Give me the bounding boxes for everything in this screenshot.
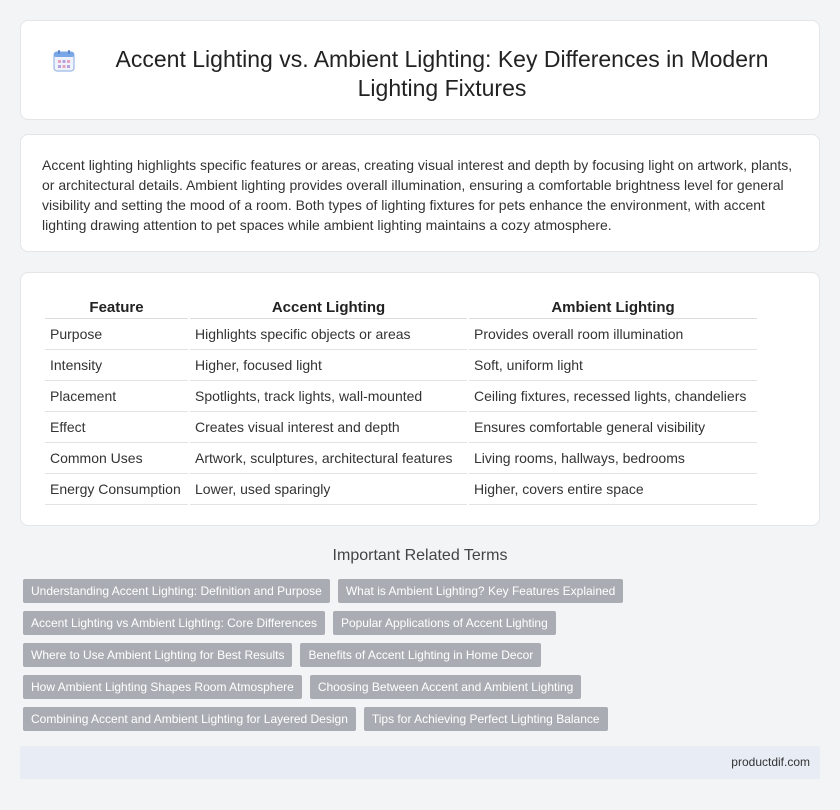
related-term-tag[interactable]: Accent Lighting vs Ambient Lighting: Core Differences [23, 611, 325, 635]
cell-feature: Common Uses [45, 443, 188, 474]
page-title: Accent Lighting vs. Ambient Lighting: Key Differences in Modern Lighting Fixtures [115, 46, 769, 101]
table-row [45, 443, 757, 474]
related-term-tag[interactable]: Benefits of Accent Lighting in Home Decor [300, 643, 541, 667]
related-term-tag[interactable]: Understanding Accent Lighting: Definition and Purpose [23, 579, 330, 603]
header-feature: Feature [45, 295, 188, 319]
tag-row [23, 579, 823, 603]
table-row [45, 350, 757, 381]
table-header-row [45, 295, 757, 319]
related-terms-list [23, 579, 823, 739]
tag-row [23, 611, 823, 635]
footer [20, 746, 820, 779]
cell-accent: Creates visual interest and depth [190, 412, 467, 443]
cell-accent: Higher, focused light [190, 350, 467, 381]
related-term-tag[interactable]: Where to Use Ambient Lighting for Best Results [23, 643, 292, 667]
calendar-grid-icon [53, 50, 75, 72]
table-row [45, 412, 757, 443]
tag-row [23, 675, 823, 699]
tag-row [23, 707, 823, 731]
comparison-table-card [20, 272, 820, 526]
related-term-tag[interactable]: Popular Applications of Accent Lighting [333, 611, 556, 635]
header-accent-lighting: Accent Lighting [190, 295, 467, 319]
cell-accent: Spotlights, track lights, wall-mounted [190, 381, 467, 412]
related-term-tag[interactable]: Choosing Between Accent and Ambient Lighting [310, 675, 582, 699]
related-term-tag[interactable]: Tips for Achieving Perfect Lighting Balance [364, 707, 608, 731]
cell-ambient: Higher, covers entire space [469, 474, 757, 505]
cell-feature: Effect [45, 412, 188, 443]
comparison-table [43, 295, 759, 505]
cell-accent: Artwork, sculptures, architectural features [190, 443, 467, 474]
cell-ambient: Ceiling fixtures, recessed lights, chandeliers [469, 381, 757, 412]
related-term-tag[interactable]: What is Ambient Lighting? Key Features Explained [338, 579, 623, 603]
cell-ambient: Ensures comfortable general visibility [469, 412, 757, 443]
related-term-tag[interactable]: Combining Accent and Ambient Lighting for Layered Design [23, 707, 356, 731]
cell-ambient: Soft, uniform light [469, 350, 757, 381]
header-card [20, 20, 820, 120]
cell-feature: Purpose [45, 319, 188, 350]
related-terms-title: Important Related Terms [332, 547, 508, 564]
cell-feature: Intensity [45, 350, 188, 381]
cell-ambient: Living rooms, hallways, bedrooms [469, 443, 757, 474]
table-row [45, 474, 757, 505]
header-ambient-lighting: Ambient Lighting [469, 295, 757, 319]
cell-feature: Energy Consumption [45, 474, 188, 505]
footer-site-link[interactable]: productdif.com [731, 755, 810, 769]
cell-feature: Placement [45, 381, 188, 412]
table-row [45, 319, 757, 350]
cell-accent: Lower, used sparingly [190, 474, 467, 505]
related-term-tag[interactable]: How Ambient Lighting Shapes Room Atmosphere [23, 675, 302, 699]
intro-card [20, 134, 820, 252]
cell-accent: Highlights specific objects or areas [190, 319, 467, 350]
table-row [45, 381, 757, 412]
cell-ambient: Provides overall room illumination [469, 319, 757, 350]
tag-row [23, 643, 823, 667]
intro-paragraph: Accent lighting highlights specific features or areas, creating visual interest and depth by focusing light on artwork, plants, or architectural details. Ambient lighting provides overall illumination, ensuring a comfortable brightness level for general visibility and setting the mood of a room. Both types of lighting fixtures for pets enhance the environment, with accent lighting drawing attention to pet spaces while ambient lighting maintains a cozy atmosphere. [42, 157, 793, 233]
